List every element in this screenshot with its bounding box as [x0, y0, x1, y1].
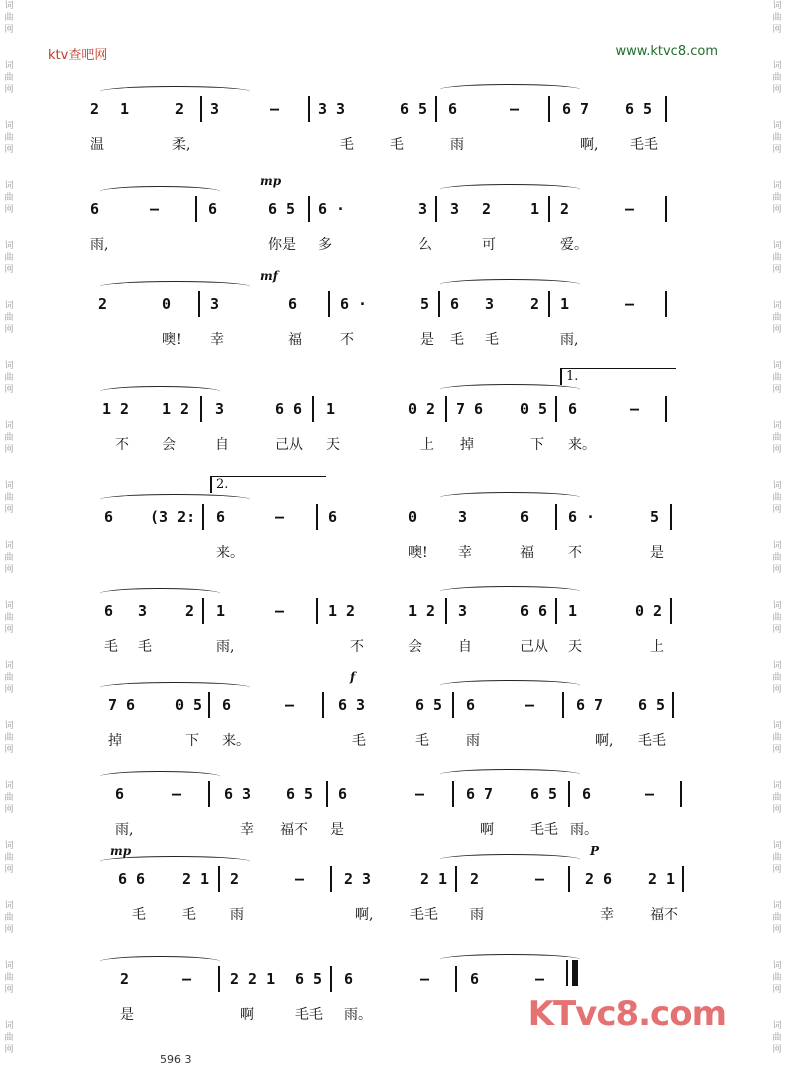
note: 1 2 [162, 400, 190, 418]
barline [208, 692, 210, 718]
dynamic-mark: mf [260, 269, 278, 283]
note: 7 6 [108, 696, 136, 714]
note: 2 1 [182, 870, 210, 888]
final-barline-thin [566, 960, 568, 986]
barline [445, 598, 447, 624]
note: 2 6 [585, 870, 613, 888]
lyric: 啊, [580, 137, 599, 153]
volta-bracket: 2. [210, 476, 326, 493]
note: 3 [450, 200, 460, 218]
lyric: 噢! [408, 545, 428, 561]
side-watermark-text: 词曲网 [4, 601, 14, 635]
lyric: 毛 [104, 639, 118, 655]
lyric: 啊 [240, 1007, 254, 1023]
barline [680, 781, 682, 807]
slur-mark [440, 680, 580, 691]
lyric: 雨 [470, 907, 484, 923]
score-line [90, 369, 680, 456]
barline [548, 196, 550, 222]
note: 6 7 [576, 696, 604, 714]
note: 0 [408, 508, 418, 526]
note: — [535, 870, 545, 888]
lyric: 毛毛 [410, 907, 438, 923]
lyric: 啊 [480, 822, 494, 838]
note: 2 [98, 295, 108, 313]
side-watermark-text: 词曲网 [772, 241, 782, 275]
barline [665, 396, 667, 422]
note: 1 [560, 295, 570, 313]
score-line [90, 670, 680, 752]
lyric: 毛 [182, 907, 196, 923]
lyric: 上 [420, 437, 434, 453]
lyric: 毛 [415, 733, 429, 749]
slur-mark [100, 281, 250, 292]
note: 3 [485, 295, 495, 313]
barline [435, 196, 437, 222]
lyric: 毛 [485, 332, 499, 348]
lyric: 是 [420, 332, 434, 348]
barline [548, 96, 550, 122]
note: 6 [448, 100, 458, 118]
note: 0 2 [635, 602, 663, 620]
lyric: 温 [90, 137, 104, 153]
score-line [90, 844, 680, 926]
side-watermark-text: 词曲网 [772, 121, 782, 155]
note: — [645, 785, 655, 803]
lyric: 会 [162, 437, 176, 453]
side-watermark-text: 词曲网 [4, 1021, 14, 1055]
note: — [525, 696, 535, 714]
final-barline [572, 960, 578, 986]
side-watermark-text: 词曲网 [4, 781, 14, 815]
barline [200, 396, 202, 422]
lyric: 毛 [390, 137, 404, 153]
note: — [295, 870, 305, 888]
lyric: 雨。 [570, 822, 598, 838]
note: — [415, 785, 425, 803]
lyric: 不 [568, 545, 582, 561]
side-watermark-text: 词曲网 [4, 961, 14, 995]
side-watermark-text: 词曲网 [772, 181, 782, 215]
side-watermark-text: 词曲网 [772, 301, 782, 335]
barline [665, 291, 667, 317]
note: 2 3 [344, 870, 372, 888]
note: 2 [482, 200, 492, 218]
side-watermark-text: 词曲网 [772, 1021, 782, 1055]
barline [322, 692, 324, 718]
note: 0 2 [408, 400, 436, 418]
lyric: 是 [120, 1007, 134, 1023]
note: 2 2 1 [230, 970, 276, 988]
barline [308, 196, 310, 222]
note: 0 5 [520, 400, 548, 418]
note: 3 [138, 602, 148, 620]
side-watermark-text: 词曲网 [772, 601, 782, 635]
barline [438, 291, 440, 317]
side-watermark-text: 词曲网 [4, 121, 14, 155]
barline [548, 291, 550, 317]
barline [568, 781, 570, 807]
side-watermark-text: 词曲网 [4, 301, 14, 335]
note: 6 5 [295, 970, 323, 988]
note: (3 2: [150, 508, 196, 526]
lyric: 毛毛 [295, 1007, 323, 1023]
barline [452, 781, 454, 807]
lyric: 是 [650, 545, 664, 561]
slur-mark [440, 854, 580, 865]
lyric: 来。 [222, 733, 250, 749]
note: 2 [230, 870, 240, 888]
note: — [182, 970, 192, 988]
note: 5 [420, 295, 430, 313]
lyric: 天 [326, 437, 340, 453]
lyric: 福不 [280, 822, 308, 838]
lyric: 幸 [210, 332, 224, 348]
note: 6 [344, 970, 354, 988]
side-watermark-text: 词曲网 [772, 901, 782, 935]
site-name-left: ktv查吧网 [48, 48, 108, 63]
side-watermark-text: 词曲网 [4, 901, 14, 935]
score-line [90, 100, 680, 156]
barline [452, 692, 454, 718]
slur-mark [440, 279, 580, 290]
note: 6 3 [224, 785, 252, 803]
lyric: 噢! [162, 332, 182, 348]
barline [198, 291, 200, 317]
score-line [90, 602, 680, 658]
slur-mark [100, 494, 250, 505]
note: — [630, 400, 640, 418]
note: 6 6 [118, 870, 146, 888]
lyric: 福不 [650, 907, 678, 923]
lyric: 雨 [230, 907, 244, 923]
note: 1 [568, 602, 578, 620]
note: 6 5 [638, 696, 666, 714]
lyric: 掉 [108, 733, 122, 749]
barline [455, 966, 457, 992]
note: 6 5 [268, 200, 296, 218]
note: 1 [326, 400, 336, 418]
barline [568, 866, 570, 892]
barline [218, 966, 220, 992]
side-watermark-text: 词曲网 [4, 481, 14, 515]
brand-watermark: KTvc8.com [527, 994, 726, 1034]
dynamic-mark: f [350, 670, 356, 684]
lyric: 福 [520, 545, 534, 561]
slur-mark [100, 86, 250, 97]
slur-mark [100, 682, 250, 693]
barline [455, 866, 457, 892]
side-watermark-text: 词曲网 [4, 661, 14, 695]
note: — [625, 295, 635, 313]
slur-mark [100, 956, 220, 967]
barline [218, 866, 220, 892]
note: 6 [216, 508, 226, 526]
side-watermark-text: 词曲网 [4, 721, 14, 755]
lyric: 幸 [458, 545, 472, 561]
side-watermark-text: 词曲网 [772, 961, 782, 995]
lyric: 毛毛 [638, 733, 666, 749]
lyric: 己从 [520, 639, 548, 655]
barline [308, 96, 310, 122]
barline [562, 692, 564, 718]
barline [555, 504, 557, 530]
note: 2 [530, 295, 540, 313]
note: — [275, 602, 285, 620]
barline [330, 966, 332, 992]
note: — [510, 100, 520, 118]
note: 2 [120, 970, 130, 988]
note: 6 [338, 785, 348, 803]
lyric: 雨, [216, 639, 235, 655]
lyric: 幸 [240, 822, 254, 838]
note: 6 5 [400, 100, 428, 118]
note: 6 5 [415, 696, 443, 714]
note: 2 [560, 200, 570, 218]
note: 2 [185, 602, 195, 620]
note: 7 6 [456, 400, 484, 418]
side-watermark-text: 词曲网 [4, 841, 14, 875]
side-watermark-text: 词曲网 [4, 61, 14, 95]
note: 6 [568, 400, 578, 418]
note: 6 · [568, 508, 596, 526]
barline [328, 291, 330, 317]
side-watermark-text: 词曲网 [4, 241, 14, 275]
slur-mark [440, 84, 580, 95]
side-watermark-right [770, 0, 784, 1080]
note: — [275, 508, 285, 526]
lyric: 雨, [90, 237, 109, 253]
lyric: 不 [340, 332, 354, 348]
lyric: 不 [115, 437, 129, 453]
page-footer: 596 3 [160, 1053, 192, 1066]
side-watermark-text: 词曲网 [772, 61, 782, 95]
note: 6 [582, 785, 592, 803]
barline [555, 598, 557, 624]
lyric: 来。 [568, 437, 596, 453]
lyric: 不 [350, 639, 364, 655]
side-watermark-text: 词曲网 [772, 541, 782, 575]
score-line [90, 785, 680, 841]
note: 6 5 [286, 785, 314, 803]
lyric: 雨。 [344, 1007, 372, 1023]
side-watermark-text: 词曲网 [772, 481, 782, 515]
barline [200, 96, 202, 122]
barline [555, 396, 557, 422]
lyric: 雨 [466, 733, 480, 749]
note: 3 [418, 200, 428, 218]
barline [665, 96, 667, 122]
side-watermark-text: 词曲网 [772, 841, 782, 875]
slur-mark [440, 492, 580, 503]
note: — [420, 970, 430, 988]
lyric: 多 [318, 237, 332, 253]
side-watermark-text: 词曲网 [4, 541, 14, 575]
note: 6 6 [275, 400, 303, 418]
note: 6 3 [338, 696, 366, 714]
lyric: 毛 [132, 907, 146, 923]
lyric: 福 [288, 332, 302, 348]
side-watermark-left [2, 0, 16, 1080]
note: — [270, 100, 280, 118]
lyric: 会 [408, 639, 422, 655]
note: 6 [466, 696, 476, 714]
slur-mark [440, 384, 580, 395]
lyric: 上 [650, 639, 664, 655]
note: 6 7 [562, 100, 590, 118]
dynamic-mark: mp [110, 844, 132, 858]
lyric: 啊, [595, 733, 614, 749]
note: 1 [120, 100, 130, 118]
lyric: 毛 [352, 733, 366, 749]
lyric: 毛 [450, 332, 464, 348]
side-watermark-text: 词曲网 [4, 1, 14, 35]
note: 0 5 [175, 696, 203, 714]
note: — [625, 200, 635, 218]
side-watermark-text: 词曲网 [772, 781, 782, 815]
slur-mark [440, 954, 580, 965]
note: 6 [104, 602, 114, 620]
note: 2 [90, 100, 100, 118]
note: 6 7 [466, 785, 494, 803]
lyric: 爱。 [560, 237, 588, 253]
note: 5 [650, 508, 660, 526]
note: 6 [208, 200, 218, 218]
slur-mark [440, 184, 580, 195]
lyric: 雨 [450, 137, 464, 153]
note: 2 1 [420, 870, 448, 888]
note: 6 [115, 785, 125, 803]
lyric: 啊, [355, 907, 374, 923]
note: 6 [288, 295, 298, 313]
lyric: 柔, [172, 137, 191, 153]
note: 6 [90, 200, 100, 218]
barline [670, 598, 672, 624]
barline [330, 866, 332, 892]
slur-mark [440, 769, 580, 780]
note: 6 · [340, 295, 368, 313]
barline [670, 504, 672, 530]
note: 3 [210, 295, 220, 313]
note: 6 6 [520, 602, 548, 620]
note: 6 [104, 508, 114, 526]
note: 1 [530, 200, 540, 218]
lyric: 下 [185, 733, 199, 749]
side-watermark-text: 词曲网 [4, 181, 14, 215]
note: 2 1 [648, 870, 676, 888]
note: 6 [450, 295, 460, 313]
slur-mark [440, 586, 580, 597]
note: 6 5 [625, 100, 653, 118]
barline [202, 504, 204, 530]
lyric: 是 [330, 822, 344, 838]
barline [312, 396, 314, 422]
note: 3 [458, 602, 468, 620]
score-line [90, 477, 680, 564]
lyric: 可 [482, 237, 496, 253]
note: 6 [470, 970, 480, 988]
note: 6 5 [530, 785, 558, 803]
lyric: 你是 [268, 237, 296, 253]
side-watermark-text: 词曲网 [772, 1, 782, 35]
note: — [535, 970, 545, 988]
barline [316, 504, 318, 530]
dynamic-mark: P [590, 844, 600, 858]
note: 1 2 [102, 400, 130, 418]
lyric: 毛毛 [630, 137, 658, 153]
side-watermark-text: 词曲网 [772, 661, 782, 695]
barline [195, 196, 197, 222]
lyric: 己从 [275, 437, 303, 453]
barline [316, 598, 318, 624]
note: 6 [520, 508, 530, 526]
note: 6 [328, 508, 338, 526]
site-url-right: www.ktvc8.com [615, 44, 718, 59]
note: 1 [216, 602, 226, 620]
lyric: 毛毛 [530, 822, 558, 838]
slur-mark [100, 771, 220, 782]
note: 3 [210, 100, 220, 118]
side-watermark-text: 词曲网 [4, 361, 14, 395]
barline [208, 781, 210, 807]
lyric: 下 [530, 437, 544, 453]
lyric: 幸 [600, 907, 614, 923]
score-line [90, 174, 680, 256]
note: 0 [162, 295, 172, 313]
note: — [150, 200, 160, 218]
lyric: 雨, [115, 822, 134, 838]
lyric: 雨, [560, 332, 579, 348]
slur-mark [100, 386, 220, 397]
note: 3 [458, 508, 468, 526]
note: — [172, 785, 182, 803]
dynamic-mark: mp [260, 174, 282, 188]
side-watermark-text: 词曲网 [4, 421, 14, 455]
note: 3 3 [318, 100, 346, 118]
lyric: 来。 [216, 545, 244, 561]
barline [665, 196, 667, 222]
lyric: 毛 [340, 137, 354, 153]
lyric: 掉 [460, 437, 474, 453]
score-line [90, 269, 680, 351]
lyric: 么 [418, 237, 432, 253]
lyric: 天 [568, 639, 582, 655]
note: 1 2 [328, 602, 356, 620]
side-watermark-text: 词曲网 [772, 361, 782, 395]
note: 2 [470, 870, 480, 888]
barline [682, 866, 684, 892]
volta-bracket: 1. [560, 368, 676, 385]
lyric: 自 [458, 639, 472, 655]
note: 1 2 [408, 602, 436, 620]
lyric: 自 [215, 437, 229, 453]
barline [326, 781, 328, 807]
slur-mark [100, 186, 220, 197]
barline [435, 96, 437, 122]
barline [672, 692, 674, 718]
note: — [285, 696, 295, 714]
lyric: 毛 [138, 639, 152, 655]
barline [202, 598, 204, 624]
note: 3 [215, 400, 225, 418]
note: 6 · [318, 200, 346, 218]
side-watermark-text: 词曲网 [772, 421, 782, 455]
note: 2 [175, 100, 185, 118]
side-watermark-text: 词曲网 [772, 721, 782, 755]
barline [445, 396, 447, 422]
note: 6 [222, 696, 232, 714]
